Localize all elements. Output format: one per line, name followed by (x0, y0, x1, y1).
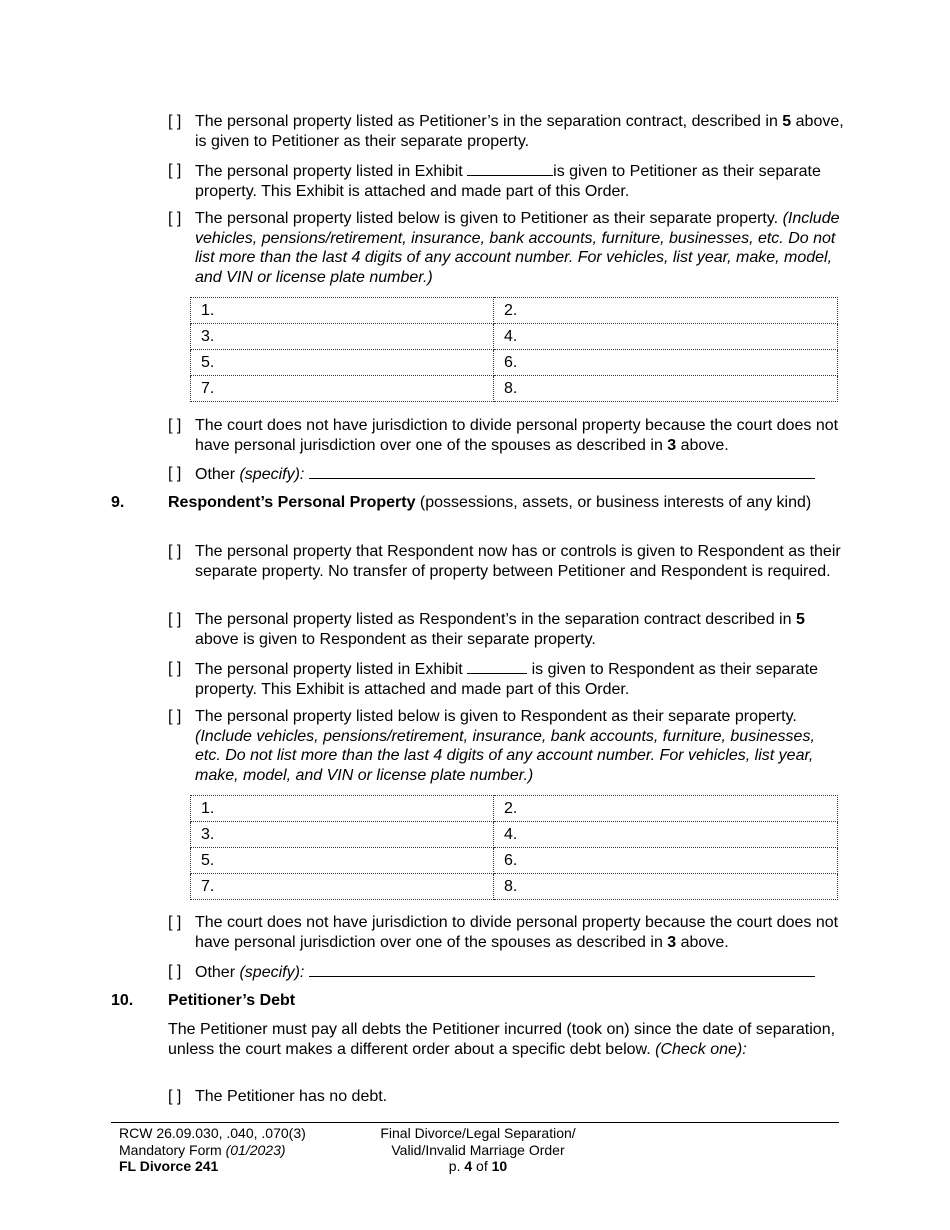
table-cell[interactable]: 5. (191, 848, 494, 874)
table-cell[interactable]: 1. (191, 298, 494, 324)
table-cell[interactable]: 7. (191, 874, 494, 900)
table-cell[interactable]: 4. (494, 324, 838, 350)
table-row (191, 796, 838, 822)
table-cell[interactable]: 3. (191, 822, 494, 848)
checkbox[interactable]: [ ] (168, 210, 182, 227)
footer-center: Final Divorce/Legal Separation/ Valid/Invalid Marriage Order p. 4 of 10 (348, 1125, 608, 1175)
checkbox[interactable]: [ ] (168, 162, 182, 179)
page-number: p. 4 of 10 (448, 1158, 508, 1174)
checkbox[interactable]: [ ] (168, 417, 182, 434)
section-paragraph: The Petitioner must pay all debts the Petitioner incurred (took on) since the date of separation, unless the court makes a different order about a specific debt below. (Check one): (168, 1021, 836, 1058)
document-page: [ ] The personal property listed as Petitioner’s in the separation contract, described in 5 above, is given to Petitioner as their separate property. [ ] The personal property listed in Exhibit is given to Petitioner as their separate property. This Exhibit is attached and made part of this Order. [ ] The personal property listed below is given to Petitioner as their separate property. (Include vehicles, pensions/retirement, insurance, bank accounts, furniture, businesses, etc. Do not list more than the last 4 digits of any account number. For vehicles, list year, make, model, and VIN or license plate number.) 1. 2. 3. 4. 5. 6. 7. 8. [ ] The court does not have jurisdiction to divide personal property because the court does not have personal jurisdiction over one of the spouses as described in 3 above. [ ] Other (specify): 9. Respondent’s Personal Property (possessions, assets, or business interests of any kind) [ ] The personal property that Respondent now has or controls is given to Respondent as their separate property. No transfer of property between Petitioner and Respondent is required. [ ] The personal property listed as Respondent’s in the separation contract described in 5 above is given to Respondent as their separate property. [ ] The personal property listed in Exhibit is given to Respondent as their separate property. This Exhibit is attached and made part of this Order. [ ] The personal property listed below is given to Respondent as their separate property. (Include vehicles, pensions/retirement, insurance, bank accounts, furniture, businesses, etc. Do not list more than the last 4 digits of any account number. For vehicles, list year, make, model, and VIN or license plate number.) 1. 2. 3. 4. 5. 6. 7. 8. [ ] The court does not have jurisdiction to divide personal property because the court does not have personal jurisdiction over one of the spouses as described in 3 above. [ ] Other (specify): 10. Petitioner’s Debt The Petitioner must pay all debts the Petitioner incurred (took on) since the date of separation, unless the court makes a different order about a specific debt below. (Check one): [ ] The Petitioner has no debt. RCW 26.09.030, .040, .070(3) Mandatory Form (01/2023) FL Divorce 241 Final Divorce/Legal Separation/ Valid/Invalid Marriage Order p. 4 of 10 (0, 0, 950, 1230)
table-cell[interactable]: 2. (494, 298, 838, 324)
petitioner-property-table (190, 297, 838, 402)
other-specify-blank[interactable] (309, 464, 815, 479)
checkbox[interactable]: [ ] (168, 1088, 182, 1105)
table-row (191, 298, 838, 324)
other-specify-blank[interactable] (309, 962, 815, 977)
table-cell[interactable]: 5. (191, 350, 494, 376)
table-row (191, 874, 838, 900)
table-cell[interactable]: 4. (494, 822, 838, 848)
table-cell[interactable]: 3. (191, 324, 494, 350)
footer-left: RCW 26.09.030, .040, .070(3) Mandatory Form (01/2023) FL Divorce 241 (119, 1125, 306, 1174)
table-cell[interactable]: 2. (494, 796, 838, 822)
checkbox[interactable]: [ ] (168, 660, 182, 677)
table-cell[interactable]: 8. (494, 874, 838, 900)
section-heading: Respondent’s Personal Property (possessions, assets, or business interests of any kind) (168, 494, 812, 511)
table-cell[interactable]: 6. (494, 350, 838, 376)
table-row (191, 822, 838, 848)
table-row (191, 376, 838, 402)
section-number: 9. (111, 494, 125, 511)
table-cell[interactable]: 7. (191, 376, 494, 402)
checkbox[interactable]: [ ] (168, 465, 182, 482)
exhibit-blank[interactable] (467, 161, 553, 176)
section-number: 10. (111, 992, 134, 1009)
checkbox[interactable]: [ ] (168, 963, 182, 980)
table-cell[interactable]: 6. (494, 848, 838, 874)
section-heading: Petitioner’s Debt (168, 992, 296, 1009)
checkbox[interactable]: [ ] (168, 708, 182, 725)
checkbox[interactable]: [ ] (168, 914, 182, 931)
checkbox[interactable]: [ ] (168, 113, 182, 130)
table-cell[interactable]: 1. (191, 796, 494, 822)
footer-divider (111, 1122, 839, 1123)
respondent-property-table (190, 795, 838, 900)
checkbox[interactable]: [ ] (168, 611, 182, 628)
table-row (191, 848, 838, 874)
table-row (191, 350, 838, 376)
checkbox[interactable]: [ ] (168, 543, 182, 560)
exhibit-blank[interactable] (467, 659, 527, 674)
table-cell[interactable]: 8. (494, 376, 838, 402)
table-row (191, 324, 838, 350)
